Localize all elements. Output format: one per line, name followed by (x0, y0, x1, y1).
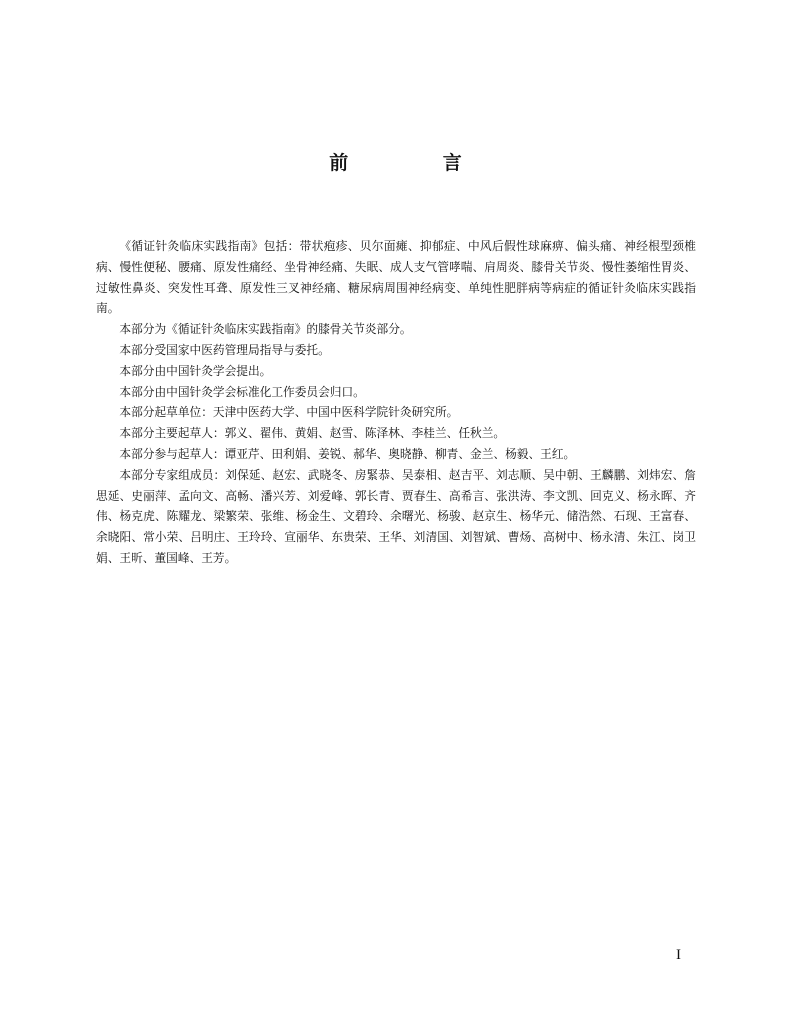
paragraph-main-drafters: 本部分主要起草人：郭义、翟伟、黄娟、赵雪、陈泽林、李桂兰、任秋兰。 (119, 426, 506, 441)
paragraph-drafting-units: 本部分起草单位：天津中医药大学、中国中医科学院针灸研究所。 (119, 405, 459, 420)
paragraph-expert-group: 本部分专家组成员：刘保延、赵宏、武晓冬、房緊恭、吴泰相、赵吉平、刘志顺、吴中朝、王麟鹏、刘炜宏、詹思延、史丽萍、孟向文、高畅、潘兴芳、刘爱峰、郭长青、贾春生、高希言、张洪涛、李文凯、回克义、杨永晖、齐伟、杨克虎、陈耀龙、梁繁荣、张维、杨金生、文碧玲、余曙光、杨骏、赵京生、杨华元、储浩然、石现、王富春、余晓阳、常小荣、吕明庄、王玲玲、宣丽华、东贵荣、王华、刘清国、刘智斌、曹炀、高树中、杨永清、朱江、岗卫娟、王昕、董国峰、王芳。 (96, 467, 696, 565)
paragraph-knee-section: 本部分为《循证针灸临床实践指南》的膝骨关节炎部分。 (119, 322, 412, 337)
paragraph-commission: 本部分受国家中医药管理局指导与委托。 (119, 342, 330, 357)
paragraph-responsible-committee: 本部分由中国针灸学会标准化工作委员会归口。 (119, 384, 365, 399)
page-number: I (676, 947, 681, 963)
paragraph-participating-drafters: 本部分参与起草人：谭亚芹、田利娟、姜锐、郝华、奥晓静、柳青、金兰、杨毅、王红。 (119, 446, 576, 461)
paragraph-guideline-scope: 《循证针灸临床实践指南》包括：带状疱疹、贝尔面瘫、抑郁症、中风后假性球麻痹、偏头痛、神经根型颈椎病、慢性便秘、腰痛、原发性痛经、坐骨神经痛、失眠、成人支气管哮喘、肩周炎、膝骨关节炎、慢性萎缩性胃炎、过敏性鼻炎、突发性耳聋、原发性三叉神经痛、糖尿病周围神经病变、单纯性肥胖病等病症的循证针灸临床实践指南。 (96, 239, 696, 316)
page-title: 前 言 (329, 152, 506, 174)
paragraph-proposer: 本部分由中国针灸学会提出。 (119, 363, 272, 378)
foreword-body (96, 236, 696, 569)
